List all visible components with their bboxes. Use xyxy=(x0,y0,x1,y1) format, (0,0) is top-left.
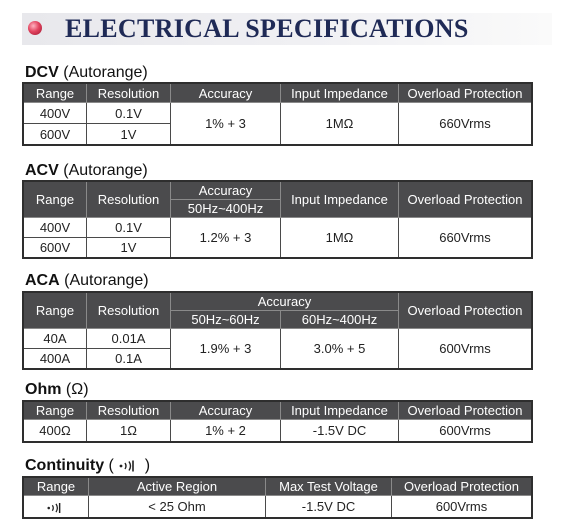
acv-name: ACV xyxy=(25,162,59,179)
acv-header-accuracy-frequency: 50Hz~400Hz xyxy=(171,200,281,218)
aca-range-cell: 400A xyxy=(24,349,87,369)
aca-name: ACA xyxy=(25,272,60,289)
continuity-mode-open: ( xyxy=(108,457,114,474)
ohm-name: Ohm xyxy=(25,381,62,398)
dcv-range-cell: 600V xyxy=(24,124,87,145)
aca-header-range: Range xyxy=(24,293,87,329)
dcv-section-title xyxy=(25,64,148,82)
ohm-impedance-cell: -1.5V DC xyxy=(281,420,399,442)
aca-range-cell: 40A xyxy=(24,329,87,349)
dcv-name: DCV xyxy=(25,64,59,81)
aca-resolution-cell: 0.01A xyxy=(87,329,171,349)
aca-mode: (Autorange) xyxy=(64,272,149,289)
acv-mode: (Autorange) xyxy=(63,162,148,179)
page-title: ELECTRICAL SPECIFICATIONS xyxy=(65,14,469,43)
acv-overload-cell: 660Vrms xyxy=(399,218,532,258)
dcv-header-accuracy: Accuracy xyxy=(171,84,281,103)
continuity-voltage-cell: -1.5V DC xyxy=(266,496,392,518)
continuity-header-active-region: Active Region xyxy=(89,478,266,496)
aca-accuracy-high-cell: 3.0% + 5 xyxy=(281,329,399,369)
acv-section-title xyxy=(25,162,148,180)
acv-header-impedance: Input Impedance xyxy=(281,182,399,218)
ohm-header-impedance: Input Impedance xyxy=(281,402,399,420)
aca-header-accuracy-high-frequency: 60Hz~400Hz xyxy=(281,311,399,329)
ohm-mode: (Ω) xyxy=(65,381,89,398)
ohm-header-range: Range xyxy=(24,402,87,420)
acv-header-overload: Overload Protection xyxy=(399,182,532,218)
continuity-range-beep-icon xyxy=(46,502,66,514)
ohm-overload-cell: 600Vrms xyxy=(399,420,532,442)
dcv-impedance-cell: 1MΩ xyxy=(281,103,399,145)
ohm-accuracy-cell: 1% + 2 xyxy=(171,420,281,442)
dcv-resolution-cell: 1V xyxy=(87,124,171,145)
dcv-resolution-cell: 0.1V xyxy=(87,103,171,124)
dcv-accuracy-cell: 1% + 3 xyxy=(171,103,281,145)
dcv-header-overload: Overload Protection xyxy=(399,84,532,103)
dcv-overload-cell: 660Vrms xyxy=(399,103,532,145)
acv-header-resolution: Resolution xyxy=(87,182,171,218)
ohm-resolution-cell: 1Ω xyxy=(87,420,171,442)
dcv-header-impedance: Input Impedance xyxy=(281,84,399,103)
acv-table xyxy=(23,181,532,258)
acv-resolution-cell: 1V xyxy=(87,238,171,258)
continuity-header-range: Range xyxy=(24,478,89,496)
aca-accuracy-low-cell: 1.9% + 3 xyxy=(171,329,281,369)
continuity-active-region-cell: < 25 Ohm xyxy=(89,496,266,518)
ohm-header-accuracy: Accuracy xyxy=(171,402,281,420)
continuity-header-overload: Overload Protection xyxy=(392,478,532,496)
aca-header-accuracy-low-frequency: 50Hz~60Hz xyxy=(171,311,281,329)
acv-header-accuracy: Accuracy xyxy=(171,182,281,200)
bullet-dot-icon xyxy=(28,21,42,35)
ohm-range-cell: 400Ω xyxy=(24,420,87,442)
acv-range-cell: 600V xyxy=(24,238,87,258)
aca-header-accuracy: Accuracy xyxy=(171,293,399,311)
continuity-header-max-test-voltage: Max Test Voltage xyxy=(266,478,392,496)
continuity-overload-cell: 600Vrms xyxy=(392,496,532,518)
aca-overload-cell: 600Vrms xyxy=(399,329,532,369)
ohm-header-overload: Overload Protection xyxy=(399,402,532,420)
dcv-header-range: Range xyxy=(24,84,87,103)
dcv-header-resolution: Resolution xyxy=(87,84,171,103)
aca-header-resolution: Resolution xyxy=(87,293,171,329)
acv-accuracy-cell: 1.2% + 3 xyxy=(171,218,281,258)
dcv-mode: (Autorange) xyxy=(63,64,148,81)
dcv-range-cell: 400V xyxy=(24,103,87,124)
continuity-section-title xyxy=(25,457,150,475)
acv-range-cell: 400V xyxy=(24,218,87,238)
dcv-table xyxy=(23,83,532,145)
ohm-section-title xyxy=(25,381,89,399)
aca-header-overload: Overload Protection xyxy=(399,293,532,329)
acv-impedance-cell: 1MΩ xyxy=(281,218,399,258)
aca-resolution-cell: 0.1A xyxy=(87,349,171,369)
continuity-table xyxy=(23,477,532,518)
aca-table xyxy=(23,292,532,369)
continuity-beep-icon xyxy=(118,460,140,472)
continuity-mode-close: ) xyxy=(144,457,151,474)
continuity-range-cell xyxy=(24,496,89,518)
ohm-table xyxy=(23,401,532,442)
acv-resolution-cell: 0.1V xyxy=(87,218,171,238)
ohm-header-resolution: Resolution xyxy=(87,402,171,420)
acv-header-range: Range xyxy=(24,182,87,218)
aca-section-title xyxy=(25,272,149,290)
continuity-name: Continuity xyxy=(25,457,105,474)
